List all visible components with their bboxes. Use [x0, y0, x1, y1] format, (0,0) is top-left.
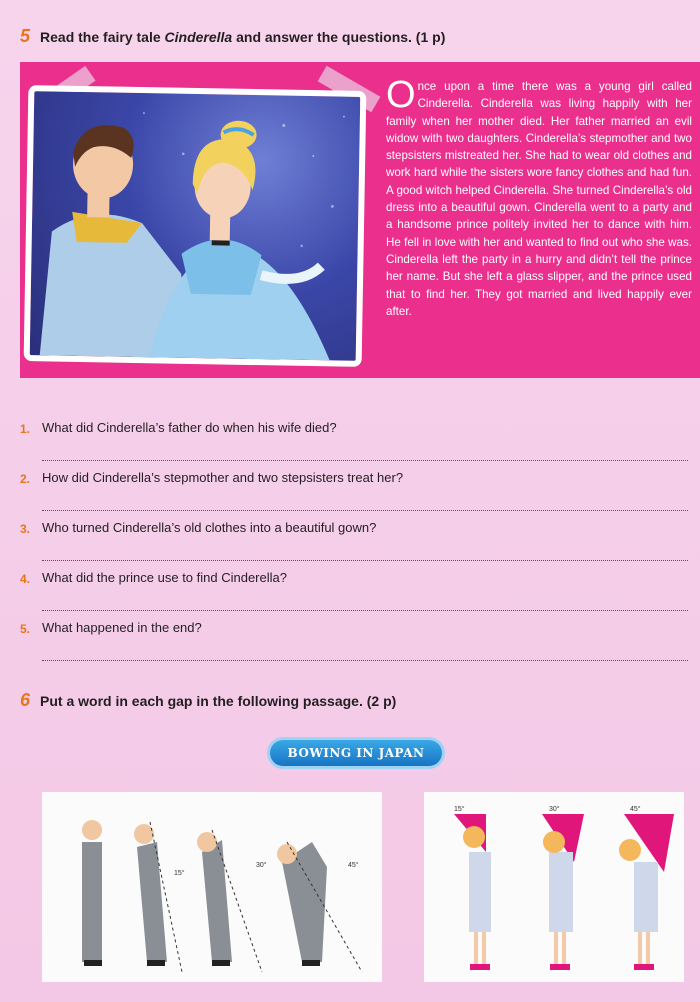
task-title: Read the fairy tale Cinderella and answer the questions. (1 p)	[40, 29, 446, 45]
question-item	[20, 620, 688, 670]
bowing-men-image	[42, 792, 382, 982]
question-number: 3.	[20, 522, 31, 536]
angle-label: 15°	[454, 806, 465, 813]
answer-line[interactable]	[42, 610, 688, 611]
question-text: What happened in the end?	[42, 620, 202, 635]
bowing-banner: BOWING IN JAPAN	[270, 740, 442, 766]
answer-line[interactable]	[42, 460, 688, 461]
question-number: 1.	[20, 422, 31, 436]
prince-and-cinderella-image	[30, 91, 361, 361]
angle-label: 45°	[630, 806, 641, 813]
answer-line[interactable]	[42, 510, 688, 511]
question-item	[20, 520, 688, 570]
question-item	[20, 570, 688, 620]
angle-label: 30°	[549, 806, 560, 813]
drop-cap: O	[386, 74, 416, 116]
question-item	[20, 420, 688, 470]
story-text	[386, 74, 692, 320]
task-5-header	[20, 26, 445, 47]
question-number: 4.	[20, 572, 31, 586]
angle-label: 15°	[174, 870, 185, 877]
bowing-men-illustration	[42, 792, 382, 982]
task-number: 6	[20, 690, 31, 710]
answer-line[interactable]	[42, 660, 688, 661]
task-number: 5	[20, 26, 31, 46]
question-text: How did Cinderella’s stepmother and two stepsisters treat her?	[42, 470, 404, 485]
question-text: What did Cinderella’s father do when his wife died?	[42, 420, 337, 435]
task-title: Put a word in each gap in the following passage. (2 p)	[40, 693, 397, 709]
angle-label: 30°	[256, 862, 267, 869]
question-number: 2.	[20, 472, 31, 486]
bowing-women-image	[424, 792, 684, 982]
story-body: nce upon a time there was a young girl called Cinderella. Cinderella was living happily with her family when her mother died. Her father married an evil widow with two daughters. Cinderella’s stepmother and two stepsisters mistreated her. She had to wear old clothes and work hard while the sisters wore fancy clothes and had fun. A good witch helped Cinderella. She turned Cinderella’s old dress into a beautiful gown. Cinderella went to a party and a handsome prince politely invited her to dance with him. He fell in love with her and wanted to find out who she was. Cinderella left the party in a hurry and didn’t tell the prince her name. But she left a glass slipper, and the prince used that to find her. They got married and lived happily ever after.	[386, 80, 692, 318]
cinderella-illustration	[24, 85, 367, 367]
angle-label: 45°	[348, 862, 359, 869]
question-text: Who turned Cinderella’s old clothes into a beautiful gown?	[42, 520, 377, 535]
question-item	[20, 470, 688, 520]
question-number: 5.	[20, 622, 31, 636]
question-list	[20, 420, 688, 670]
question-text: What did the prince use to find Cinderella?	[42, 570, 287, 585]
task-6-header	[20, 690, 396, 711]
answer-line[interactable]	[42, 560, 688, 561]
bowing-women-illustration	[424, 792, 684, 982]
